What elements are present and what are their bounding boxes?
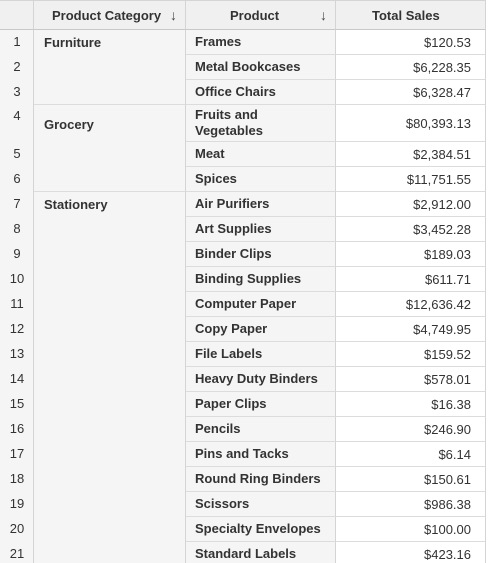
rownum-header — [0, 0, 34, 30]
product-name: File Labels — [195, 346, 263, 361]
sales-cell[interactable]: $6.14 — [336, 442, 486, 467]
product-cell[interactable] — [186, 342, 336, 367]
product-name: Metal Bookcases — [195, 59, 301, 74]
category-group-cell[interactable] — [34, 192, 186, 563]
product-name: Binding Supplies — [195, 271, 302, 286]
sales-cell[interactable]: $150.61 — [336, 467, 486, 492]
product-cell[interactable] — [186, 442, 336, 467]
sales-cell[interactable]: $2,384.51 — [336, 142, 486, 167]
column-header-category-label: Product Category — [52, 7, 162, 23]
product-name: Pencils — [195, 421, 241, 436]
product-name: Art Supplies — [195, 221, 272, 236]
product-name: Pins and Tacks — [195, 446, 289, 461]
product-name: Copy Paper — [195, 321, 268, 336]
product-cell[interactable] — [186, 392, 336, 417]
sales-cell[interactable]: $159.52 — [336, 342, 486, 367]
product-cell[interactable] — [186, 142, 336, 167]
category-group-cell[interactable] — [34, 30, 186, 105]
product-cell[interactable] — [186, 467, 336, 492]
sales-cell[interactable]: $423.16 — [336, 542, 486, 563]
product-cell[interactable] — [186, 367, 336, 392]
row-number: 6 — [13, 171, 21, 186]
row-number: 19 — [9, 496, 25, 511]
product-cell[interactable] — [186, 242, 336, 267]
product-cell[interactable] — [186, 417, 336, 442]
product-cell[interactable] — [186, 105, 336, 142]
row-number: 2 — [13, 59, 21, 74]
row-number: 12 — [9, 321, 25, 336]
product-name: Round Ring Binders — [195, 471, 321, 486]
row-number: 10 — [9, 271, 25, 286]
sales-cell[interactable]: $6,228.35 — [336, 55, 486, 80]
product-cell[interactable] — [186, 267, 336, 292]
row-number: 18 — [9, 471, 25, 486]
row-number: 1 — [13, 34, 21, 49]
category-label: Furniture — [44, 35, 102, 50]
product-name: Fruits and Vegetables — [195, 107, 263, 138]
product-name: Frames — [195, 34, 242, 49]
row-number: 5 — [13, 146, 21, 161]
row-number: 11 — [10, 296, 24, 311]
sales-cell[interactable]: $578.01 — [336, 367, 486, 392]
sales-cell[interactable]: $6,328.47 — [336, 80, 486, 105]
product-name: Binder Clips — [195, 246, 272, 261]
sales-cell[interactable]: $16.38 — [336, 392, 486, 417]
sales-cell[interactable]: $4,749.95 — [336, 317, 486, 342]
row-number: 15 — [9, 396, 25, 411]
product-name: Office Chairs — [195, 84, 276, 99]
column-header-sales[interactable] — [336, 0, 486, 30]
product-cell[interactable] — [186, 492, 336, 517]
product-name: Heavy Duty Binders — [195, 371, 318, 386]
category-group-cell[interactable] — [34, 105, 186, 192]
row-number: 16 — [9, 421, 25, 436]
sales-cell[interactable]: $80,393.13 — [336, 105, 486, 142]
product-cell[interactable] — [186, 292, 336, 317]
row-number: 14 — [9, 371, 25, 386]
sales-cell[interactable]: $611.71 — [336, 267, 486, 292]
row-number: 21 — [9, 546, 25, 561]
column-header-sales-label: Total Sales — [372, 7, 440, 23]
category-label: Grocery — [44, 117, 94, 132]
header-row — [0, 0, 488, 30]
product-cell[interactable] — [186, 80, 336, 105]
sales-cell[interactable]: $189.03 — [336, 242, 486, 267]
row-number: 3 — [13, 84, 21, 99]
column-header-product-label: Product — [230, 7, 280, 23]
product-name: Meat — [195, 146, 225, 161]
product-cell[interactable] — [186, 217, 336, 242]
row-number: 7 — [13, 196, 21, 211]
product-name: Air Purifiers — [195, 196, 270, 211]
sort-down-icon[interactable]: ↓ — [320, 7, 327, 23]
sales-cell[interactable]: $246.90 — [336, 417, 486, 442]
product-name: Standard Labels — [195, 546, 297, 561]
product-cell[interactable] — [186, 517, 336, 542]
sales-cell[interactable]: $2,912.00 — [336, 192, 486, 217]
column-header-category[interactable] — [34, 0, 186, 30]
product-cell[interactable] — [186, 55, 336, 80]
product-cell[interactable] — [186, 542, 336, 563]
product-name: Specialty Envelopes — [195, 521, 321, 536]
row-number: 8 — [13, 221, 21, 236]
product-cell[interactable] — [186, 30, 336, 55]
row-number: 4 — [13, 108, 21, 123]
sales-cell[interactable]: $120.53 — [336, 30, 486, 55]
product-name: Spices — [195, 171, 237, 186]
category-label: Stationery — [44, 197, 108, 212]
row-number: 17 — [9, 446, 25, 461]
sales-cell[interactable]: $11,751.55 — [336, 167, 486, 192]
product-name: Scissors — [195, 496, 250, 511]
product-cell[interactable] — [186, 167, 336, 192]
sales-cell[interactable]: $12,636.42 — [336, 292, 486, 317]
row-number: 13 — [9, 346, 25, 361]
product-name: Computer Paper — [195, 296, 297, 311]
product-cell[interactable] — [186, 192, 336, 217]
row-number: 20 — [9, 521, 25, 536]
sales-cell[interactable]: $100.00 — [336, 517, 486, 542]
sales-cell[interactable]: $3,452.28 — [336, 217, 486, 242]
row-number: 9 — [13, 246, 21, 261]
product-name: Paper Clips — [195, 396, 267, 411]
column-header-product[interactable] — [186, 0, 336, 30]
sort-down-icon[interactable]: ↓ — [170, 7, 177, 23]
product-cell[interactable] — [186, 317, 336, 342]
sales-cell[interactable]: $986.38 — [336, 492, 486, 517]
